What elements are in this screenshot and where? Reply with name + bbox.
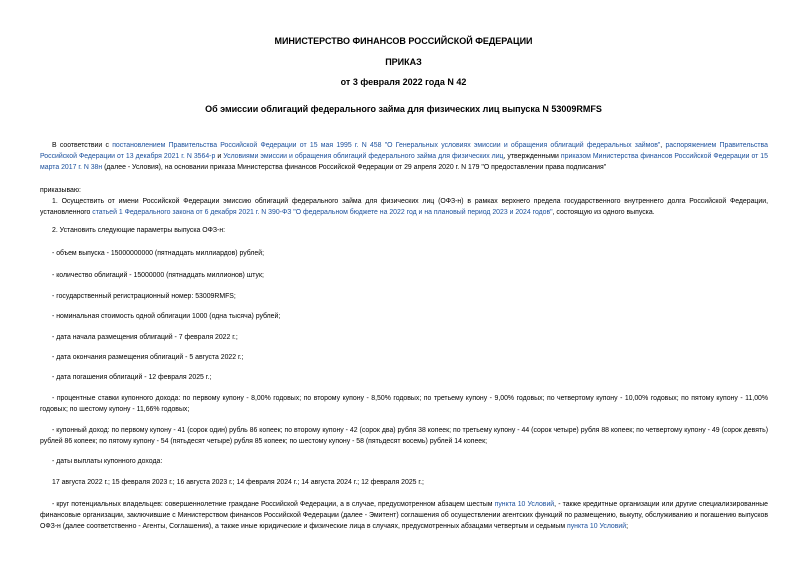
param-potential-owners [40,499,768,532]
link-order-3564[interactable]: распоряжением Правительства Российской Федерации от 13 декабря 2021 г. N 3564-р [40,142,768,160]
preamble-text-5: (далее - Условия), на основании приказа Министерства финансов Российской Федерации от 29 апреля 2020 г. N 179 "О предоставлении права подписания" [102,164,607,171]
param-coupon-income: - купонный доход: по первому купону - 41 (сорок один) рубль 86 копеек; по второму купону - 42 (сорок два) рубля 38 копеек; по третьему купону - 44 (сорок четыре) рубля 88 копеек; по четвертому купону - 49 (сорок девять) рублей 86 копеек; по пятому купону - 54 (пятьдесят четыре) рубля 85 копеек; по шестому купону - 58 (пятьдесят восемь) рублей 14 копеек; [40,427,768,445]
preamble-text-1: В соответствии с [52,142,113,149]
param-payment-dates: 17 августа 2022 г.; 15 февраля 2023 г.; 16 августа 2023 г.; 14 февраля 2024 г.; 14 августа 2024 г.; 12 февраля 2025 г.; [52,479,424,486]
param-start-date: - дата начала размещения облигаций - 7 февраля 2022 г.; [52,334,238,341]
doc-type-heading: ПРИКАЗ [385,57,422,67]
owners-text-3: ; [626,523,629,530]
orders-line: приказываю: [40,187,81,194]
param-volume: - объем выпуска - 15000000000 (пятнадцать миллиардов) рублей; [52,250,264,257]
link-issue-conditions[interactable]: Условиями эмиссии и обращения облигаций федерального займа для физических лиц [223,153,504,160]
date-number-heading: от 3 февраля 2022 года N 42 [340,77,467,87]
item-1-paragraph [40,196,768,218]
link-decree-458[interactable]: постановлением Правительства Российской Федерации от 15 мая 1995 г. N 458 "О Генеральных условиях эмиссии и обращения облигаций федеральных займов" [112,142,661,149]
ministry-heading: МИНИСТЕРСТВО ФИНАНСОВ РОССИЙСКОЙ ФЕДЕРАЦИИ [274,36,533,46]
owners-text-2: , - также кредитные организации или другие специализированные финансовые организации, заключившие с Министерством финансов Российской Федерации (далее - Эмитент) соглашения об осуществлении агентских функций по размещению, выкупу, обслуживанию и погашению выпусков ОФЗ-н (далее соответственно - Агенты, Соглашения), а также иные юридические и физические лица в случаях, предусмотренных абзацами четвертым и седьмым [40,501,768,530]
link-clause-10-b[interactable]: пункта 10 Условий [567,523,627,530]
link-order-38n[interactable]: приказом Министерства финансов Российской Федерации от 15 марта 2017 г. N 38н [40,153,768,171]
param-coupon-rates: - процентные ставки купонного дохода: по первому купону - 8,00% годовых; по второму купону - 8,50% годовых; по третьему купону - 9,00% годовых; по четвертому купону - 10,00% годовых; по пятому купону - 11,00% годовых; по шестому купону - 11,66% годовых; [40,395,768,413]
link-clause-10-a[interactable]: пункта 10 Условий [494,501,555,508]
preamble-text-2: , [660,142,666,149]
param-count: - количество облигаций - 15000000 (пятнадцать миллионов) штук; [52,272,264,279]
preamble-text-3: и [215,153,224,160]
owners-text-1: - круг потенциальных владельцев: совершеннолетние граждане Российской Федерации, а в случае, предусмотренном абзацем шестым [52,501,495,508]
item-1-text-2: , состоящую из одного выпуска. [552,209,655,216]
link-federal-law-390[interactable]: статьей 1 Федерального закона от 6 декабря 2021 г. N 390-ФЗ "О федеральном бюджете на 2022 год и на плановый период 2023 и 2024 годов" [92,209,553,216]
item-1-text-1: 1. Осуществить от имени Российской Федерации эмиссию облигаций федерального займа для физических лиц (ОФЗ-н) в рамках верхнего предела государственного внутреннего долга Российской Федерации, установленного [40,198,768,216]
param-end-date: - дата окончания размещения облигаций - 5 августа 2022 г.; [52,354,244,361]
item-2-paragraph: 2. Установить следующие параметры выпуска ОФЗ-н: [52,227,226,234]
preamble-text-4: , утвержденными [503,153,561,160]
param-reg-number: - государственный регистрационный номер: 53009RMFS; [52,293,236,300]
preamble-paragraph [40,140,768,173]
param-payment-dates-label: - даты выплаты купонного дохода: [52,458,163,465]
subject-heading: Об эмиссии облигаций федерального займа для физических лиц выпуска N 53009RMFS [205,104,602,114]
param-maturity: - дата погашения облигаций - 12 февраля 2025 г.; [52,374,212,381]
param-nominal: - номинальная стоимость одной облигации 1000 (одна тысяча) рублей; [52,313,281,320]
